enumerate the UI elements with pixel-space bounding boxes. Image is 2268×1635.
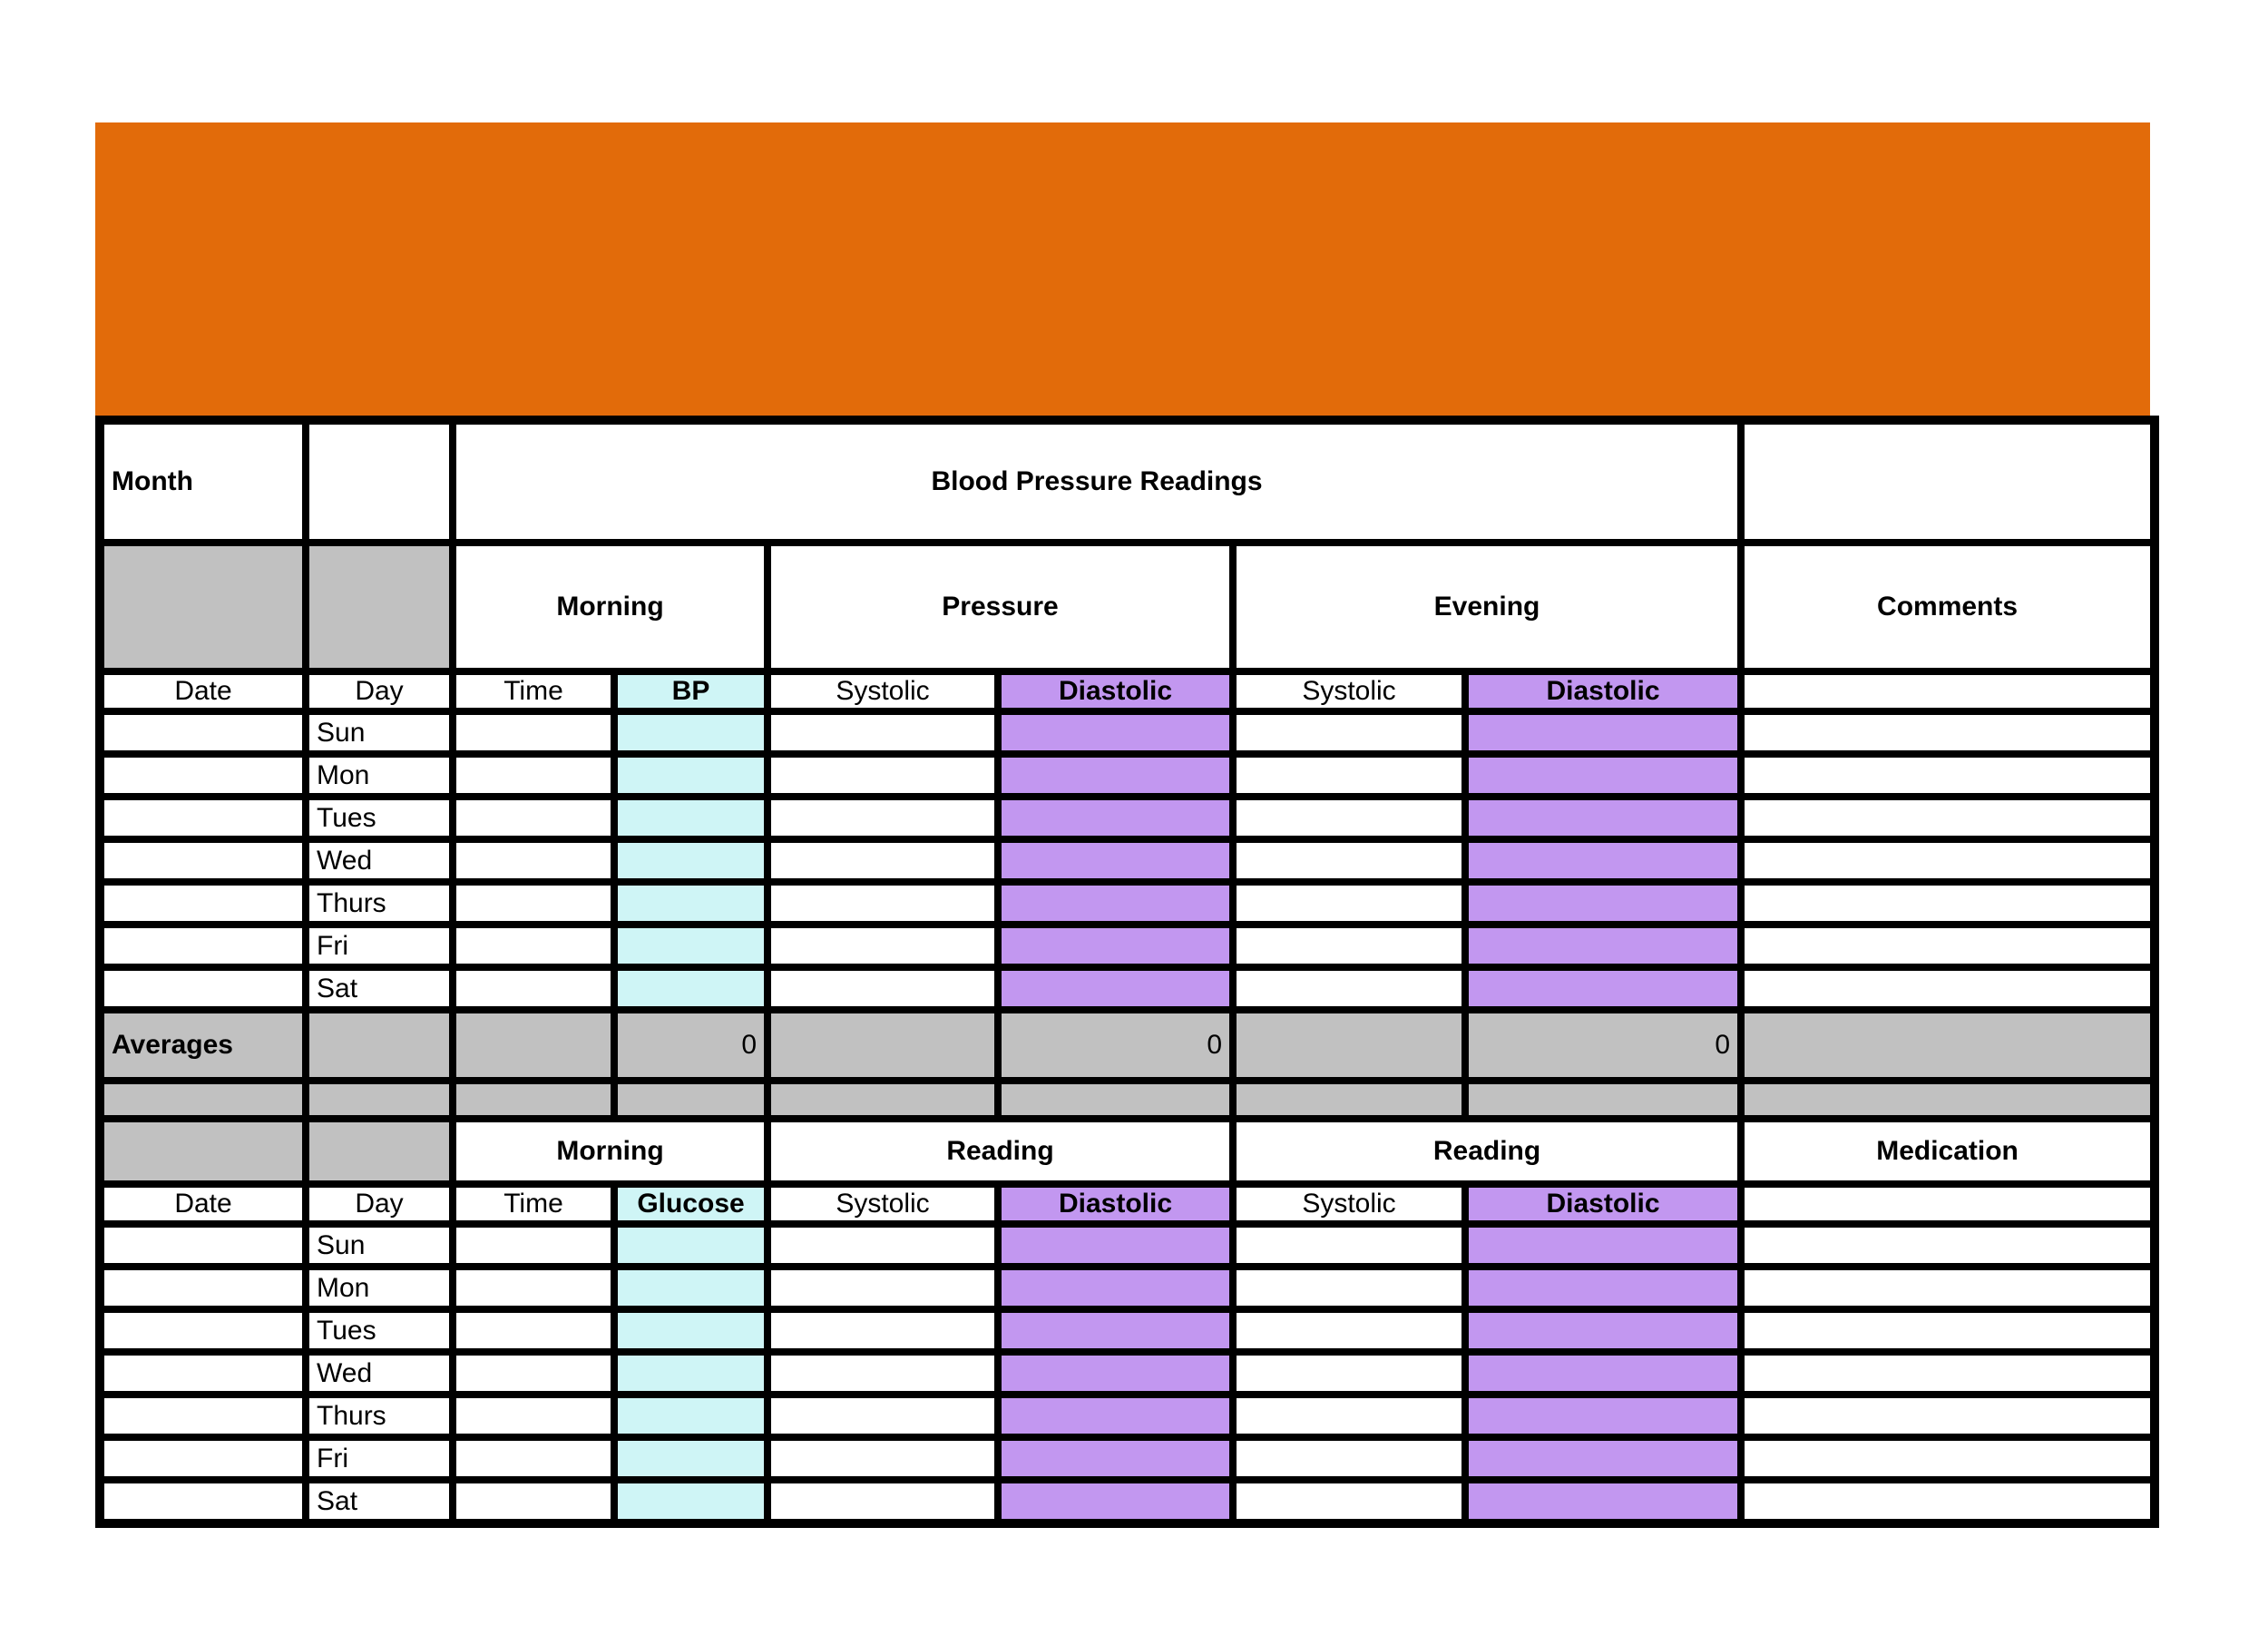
cell-date-entry[interactable] <box>100 754 306 797</box>
averages-comments-cell <box>1741 1010 2155 1081</box>
averages-row <box>100 1010 2155 1081</box>
cell-systolic-am-entry[interactable] <box>767 754 998 797</box>
cell-glucose-entry[interactable] <box>614 1437 767 1480</box>
table-row-sat-2 <box>100 1480 2155 1523</box>
group-evening: Evening <box>1233 543 1741 671</box>
orange-banner <box>95 122 2150 416</box>
cell-date-entry[interactable] <box>100 882 306 925</box>
cell-medication-entry[interactable] <box>1741 1480 2155 1523</box>
cell-time-entry[interactable] <box>453 839 614 882</box>
day-label: Fri <box>306 925 453 967</box>
day-label: Wed <box>306 1352 453 1395</box>
table-row-mon <box>100 754 2155 797</box>
cell-systolic-am-entry[interactable] <box>767 967 998 1010</box>
cell-time-entry[interactable] <box>453 1309 614 1352</box>
col-glucose: Glucose <box>614 1184 767 1224</box>
col-comments-spacer <box>1741 671 2155 711</box>
cell-medication-entry[interactable] <box>1741 1437 2155 1480</box>
cell-diastolic-am-entry[interactable] <box>998 797 1233 839</box>
day-label: Sat <box>306 1480 453 1523</box>
cell-time-entry[interactable] <box>453 925 614 967</box>
table-row-fri-2 <box>100 1437 2155 1480</box>
cell-diastolic-am-entry[interactable] <box>998 1352 1233 1395</box>
divider-cell <box>1465 1081 1741 1119</box>
day-label: Sun <box>306 711 453 754</box>
cell-systolic-am-entry[interactable] <box>767 839 998 882</box>
col-day: Day <box>306 671 453 711</box>
cell-diastolic-pm-entry[interactable] <box>1465 1480 1741 1523</box>
divider-cell <box>1233 1081 1465 1119</box>
table-row-tues <box>100 797 2155 839</box>
cell-diastolic-pm-entry[interactable] <box>1465 967 1741 1010</box>
section2-column-header-row <box>100 1184 2155 1224</box>
cell-systolic-pm-entry[interactable] <box>1233 1309 1465 1352</box>
cell-comments-entry[interactable] <box>1741 797 2155 839</box>
cell-medication-entry[interactable] <box>1741 1267 2155 1309</box>
cell-diastolic-pm-entry[interactable] <box>1465 1352 1741 1395</box>
cell-time-entry[interactable] <box>453 1352 614 1395</box>
cell-systolic-am-entry[interactable] <box>767 1437 998 1480</box>
cell-systolic-pm-entry[interactable] <box>1233 1395 1465 1437</box>
col-systolic-pm: Systolic <box>1233 671 1465 711</box>
divider-cell <box>767 1081 998 1119</box>
cell-diastolic-pm-entry[interactable] <box>1465 1267 1741 1309</box>
cell-time-entry[interactable] <box>453 797 614 839</box>
page-title: Blood Pressure Readings <box>453 420 1741 543</box>
cell-glucose-entry[interactable] <box>614 1309 767 1352</box>
cell-bp-entry[interactable] <box>614 839 767 882</box>
cell-diastolic-pm-entry[interactable] <box>1465 797 1741 839</box>
cell-systolic-pm-entry[interactable] <box>1233 797 1465 839</box>
cell-time-entry[interactable] <box>453 1395 614 1437</box>
table-row-sat <box>100 967 2155 1010</box>
header-spacer-date <box>100 543 306 671</box>
cell-diastolic-am-entry[interactable] <box>998 1480 1233 1523</box>
cell-glucose-entry[interactable] <box>614 1352 767 1395</box>
cell-comments-entry[interactable] <box>1741 839 2155 882</box>
divider-cell <box>998 1081 1233 1119</box>
cell-systolic-pm-entry[interactable] <box>1233 754 1465 797</box>
bp-log-table <box>95 416 2159 1528</box>
cell-systolic-am-entry[interactable] <box>767 711 998 754</box>
averages-label: Averages <box>100 1010 306 1081</box>
month-label: Month <box>100 420 306 543</box>
col-diastolic-pm: Diastolic <box>1465 671 1741 711</box>
table-row-tues-2 <box>100 1309 2155 1352</box>
cell-medication-entry[interactable] <box>1741 1352 2155 1395</box>
divider-cell <box>453 1081 614 1119</box>
table-row-wed-2 <box>100 1352 2155 1395</box>
cell-diastolic-am-entry[interactable] <box>998 1395 1233 1437</box>
averages-systolic-am-cell <box>767 1010 998 1081</box>
cell-date-entry[interactable] <box>100 711 306 754</box>
cell-systolic-pm-entry[interactable] <box>1233 882 1465 925</box>
cell-date-entry[interactable] <box>100 1480 306 1523</box>
cell-diastolic-am-entry[interactable] <box>998 839 1233 882</box>
col-diastolic-am: Diastolic <box>998 671 1233 711</box>
cell-systolic-pm-entry[interactable] <box>1233 925 1465 967</box>
cell-date-entry[interactable] <box>100 1395 306 1437</box>
title-row-right-cell <box>1741 420 2155 543</box>
group-medication: Medication <box>1741 1119 2155 1184</box>
divider-cell <box>100 1081 306 1119</box>
table-row-sun-2 <box>100 1224 2155 1267</box>
cell-time-entry[interactable] <box>453 754 614 797</box>
cell-diastolic-am-entry[interactable] <box>998 967 1233 1010</box>
day-label: Wed <box>306 839 453 882</box>
group-morning: Morning <box>453 543 767 671</box>
cell-diastolic-pm-entry[interactable] <box>1465 882 1741 925</box>
col-day-2: Day <box>306 1184 453 1224</box>
cell-systolic-am-entry[interactable] <box>767 797 998 839</box>
cell-date-entry[interactable] <box>100 797 306 839</box>
cell-bp-entry[interactable] <box>614 711 767 754</box>
day-label: Sun <box>306 1224 453 1267</box>
cell-systolic-pm-entry[interactable] <box>1233 1352 1465 1395</box>
cell-date-entry[interactable] <box>100 1352 306 1395</box>
section1-group-header-row <box>100 543 2155 671</box>
cell-systolic-am-entry[interactable] <box>767 1309 998 1352</box>
table-row-thurs <box>100 882 2155 925</box>
cell-time-entry[interactable] <box>453 711 614 754</box>
cell-glucose-entry[interactable] <box>614 1480 767 1523</box>
table-row-fri <box>100 925 2155 967</box>
cell-bp-entry[interactable] <box>614 925 767 967</box>
cell-date-entry[interactable] <box>100 967 306 1010</box>
cell-diastolic-am-entry[interactable] <box>998 1309 1233 1352</box>
col-systolic-am-2: Systolic <box>767 1184 998 1224</box>
cell-systolic-pm-entry[interactable] <box>1233 1267 1465 1309</box>
cell-time-entry[interactable] <box>453 1267 614 1309</box>
cell-diastolic-pm-entry[interactable] <box>1465 839 1741 882</box>
cell-diastolic-am-entry[interactable] <box>998 882 1233 925</box>
cell-diastolic-pm-entry[interactable] <box>1465 711 1741 754</box>
col-time-2: Time <box>453 1184 614 1224</box>
cell-diastolic-pm-entry[interactable] <box>1465 754 1741 797</box>
col-systolic-am: Systolic <box>767 671 998 711</box>
averages-bp-value: 0 <box>614 1010 767 1081</box>
cell-time-entry[interactable] <box>453 1224 614 1267</box>
cell-systolic-am-entry[interactable] <box>767 1395 998 1437</box>
group-pressure: Pressure <box>767 543 1233 671</box>
cell-systolic-am-entry[interactable] <box>767 882 998 925</box>
group-morning-2: Morning <box>453 1119 767 1184</box>
cell-comments-entry[interactable] <box>1741 967 2155 1010</box>
divider-cell <box>1741 1081 2155 1119</box>
divider-cell <box>614 1081 767 1119</box>
section2-group-header-row <box>100 1119 2155 1184</box>
cell-systolic-pm-entry[interactable] <box>1233 1224 1465 1267</box>
header-spacer-day <box>306 1119 453 1184</box>
cell-bp-entry[interactable] <box>614 754 767 797</box>
table-row-thurs-2 <box>100 1395 2155 1437</box>
averages-day-cell <box>306 1010 453 1081</box>
cell-diastolic-am-entry[interactable] <box>998 1224 1233 1267</box>
cell-systolic-pm-entry[interactable] <box>1233 967 1465 1010</box>
cell-diastolic-pm-entry[interactable] <box>1465 1309 1741 1352</box>
cell-diastolic-am-entry[interactable] <box>998 1437 1233 1480</box>
day-label: Thurs <box>306 882 453 925</box>
day-label: Thurs <box>306 1395 453 1437</box>
cell-systolic-pm-entry[interactable] <box>1233 1437 1465 1480</box>
group-reading-am: Reading <box>767 1119 1233 1184</box>
cell-systolic-am-entry[interactable] <box>767 1224 998 1267</box>
cell-time-entry[interactable] <box>453 882 614 925</box>
cell-medication-entry[interactable] <box>1741 1395 2155 1437</box>
day-label: Fri <box>306 1437 453 1480</box>
table-row-sun <box>100 711 2155 754</box>
cell-date-entry[interactable] <box>100 925 306 967</box>
averages-diastolic-pm-value: 0 <box>1465 1010 1741 1081</box>
averages-systolic-pm-cell <box>1233 1010 1465 1081</box>
group-comments: Comments <box>1741 543 2155 671</box>
cell-systolic-am-entry[interactable] <box>767 1267 998 1309</box>
cell-diastolic-am-entry[interactable] <box>998 1267 1233 1309</box>
cell-diastolic-am-entry[interactable] <box>998 925 1233 967</box>
cell-date-entry[interactable] <box>100 1309 306 1352</box>
col-systolic-pm-2: Systolic <box>1233 1184 1465 1224</box>
section1-column-header-row <box>100 671 2155 711</box>
col-diastolic-am-2: Diastolic <box>998 1184 1233 1224</box>
cell-comments-entry[interactable] <box>1741 925 2155 967</box>
day-label: Mon <box>306 754 453 797</box>
header-spacer-day <box>306 543 453 671</box>
cell-date-entry[interactable] <box>100 839 306 882</box>
title-row <box>100 420 2155 543</box>
month-value-cell[interactable] <box>306 420 453 543</box>
table-row-wed <box>100 839 2155 882</box>
cell-glucose-entry[interactable] <box>614 1224 767 1267</box>
cell-diastolic-am-entry[interactable] <box>998 754 1233 797</box>
cell-bp-entry[interactable] <box>614 882 767 925</box>
header-spacer-date <box>100 1119 306 1184</box>
averages-time-cell <box>453 1010 614 1081</box>
cell-medication-entry[interactable] <box>1741 1224 2155 1267</box>
col-bp: BP <box>614 671 767 711</box>
col-date-2: Date <box>100 1184 306 1224</box>
cell-systolic-pm-entry[interactable] <box>1233 839 1465 882</box>
cell-diastolic-pm-entry[interactable] <box>1465 1224 1741 1267</box>
cell-bp-entry[interactable] <box>614 797 767 839</box>
cell-time-entry[interactable] <box>453 1437 614 1480</box>
col-medication-spacer <box>1741 1184 2155 1224</box>
cell-diastolic-am-entry[interactable] <box>998 711 1233 754</box>
cell-diastolic-pm-entry[interactable] <box>1465 1437 1741 1480</box>
col-time: Time <box>453 671 614 711</box>
averages-diastolic-am-value: 0 <box>998 1010 1233 1081</box>
cell-date-entry[interactable] <box>100 1224 306 1267</box>
cell-systolic-am-entry[interactable] <box>767 925 998 967</box>
divider-cell <box>306 1081 453 1119</box>
cell-diastolic-pm-entry[interactable] <box>1465 925 1741 967</box>
col-date: Date <box>100 671 306 711</box>
cell-time-entry[interactable] <box>453 1480 614 1523</box>
cell-comments-entry[interactable] <box>1741 754 2155 797</box>
cell-date-entry[interactable] <box>100 1267 306 1309</box>
cell-comments-entry[interactable] <box>1741 882 2155 925</box>
cell-glucose-entry[interactable] <box>614 1267 767 1309</box>
cell-time-entry[interactable] <box>453 967 614 1010</box>
cell-systolic-pm-entry[interactable] <box>1233 1480 1465 1523</box>
group-reading-pm: Reading <box>1233 1119 1741 1184</box>
col-diastolic-pm-2: Diastolic <box>1465 1184 1741 1224</box>
cell-glucose-entry[interactable] <box>614 1395 767 1437</box>
cell-systolic-pm-entry[interactable] <box>1233 711 1465 754</box>
cell-systolic-am-entry[interactable] <box>767 1480 998 1523</box>
cell-comments-entry[interactable] <box>1741 711 2155 754</box>
divider-row <box>100 1081 2155 1119</box>
cell-systolic-am-entry[interactable] <box>767 1352 998 1395</box>
day-label: Mon <box>306 1267 453 1309</box>
day-label: Tues <box>306 797 453 839</box>
cell-diastolic-pm-entry[interactable] <box>1465 1395 1741 1437</box>
day-label: Tues <box>306 1309 453 1352</box>
cell-date-entry[interactable] <box>100 1437 306 1480</box>
day-label: Sat <box>306 967 453 1010</box>
cell-bp-entry[interactable] <box>614 967 767 1010</box>
cell-medication-entry[interactable] <box>1741 1309 2155 1352</box>
table-row-mon-2 <box>100 1267 2155 1309</box>
